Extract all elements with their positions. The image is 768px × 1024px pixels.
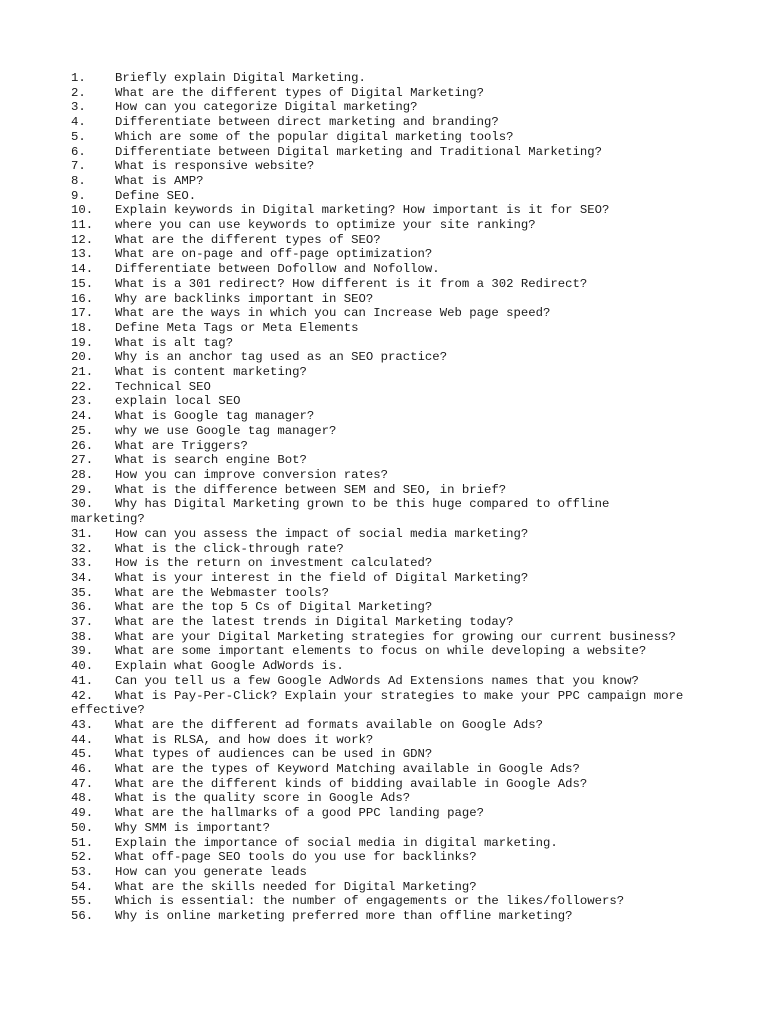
- question-line: [71, 203, 731, 218]
- question-item: [71, 571, 731, 586]
- question-line: [71, 497, 731, 512]
- question-line: [71, 468, 731, 483]
- question-text: where you can use keywords to optimize your site ranking?: [115, 218, 536, 233]
- question-line: [71, 321, 731, 336]
- question-line: [71, 821, 731, 836]
- question-item: [71, 747, 731, 762]
- question-text: What are the different ad formats available on Google Ads?: [115, 717, 544, 732]
- question-number: 24.: [71, 409, 94, 424]
- question-line: [71, 762, 731, 777]
- question-number: 31.: [71, 526, 94, 541]
- question-line: [71, 130, 731, 145]
- question-text: What are the different kinds of bidding available in Google Ads?: [115, 776, 588, 791]
- question-line: [71, 439, 731, 454]
- question-text: Briefly explain Digital Marketing.: [115, 71, 366, 85]
- question-line: [71, 836, 731, 851]
- question-number: 28.: [71, 467, 94, 482]
- question-item: [71, 365, 731, 380]
- question-text: What types of audiences can be used in GDN?: [115, 747, 433, 762]
- question-line: [71, 380, 731, 395]
- question-item: [71, 233, 731, 248]
- question-text: How you can improve conversion rates?: [115, 467, 389, 482]
- question-text: What is RLSA, and how does it work?: [115, 732, 374, 747]
- question-text: What are the hallmarks of a good PPC landing page?: [115, 806, 484, 821]
- question-line: [71, 350, 731, 365]
- question-line: [71, 777, 731, 792]
- question-item: [71, 880, 731, 895]
- question-line: [71, 277, 731, 292]
- question-number: 15.: [71, 276, 94, 291]
- question-number: 35.: [71, 585, 94, 600]
- question-number: 53.: [71, 864, 94, 879]
- question-line: [71, 674, 731, 689]
- question-text: Differentiate between Digital marketing and Traditional Marketing?: [115, 144, 603, 159]
- question-line: [71, 791, 731, 806]
- question-text: Explain what Google AdWords is.: [115, 659, 344, 674]
- question-text: What is responsive website?: [115, 159, 315, 174]
- question-item: [71, 439, 731, 454]
- question-number: 30.: [71, 497, 94, 512]
- question-number: 3.: [71, 100, 86, 115]
- question-number: 4.: [71, 115, 86, 130]
- question-text: What is search engine Bot?: [115, 453, 307, 468]
- question-text: Define Meta Tags or Meta Elements: [115, 320, 359, 335]
- question-text: Explain the importance of social media in digital marketing.: [115, 835, 558, 850]
- question-text: How can you assess the impact of social media marketing?: [115, 526, 529, 541]
- question-line: [71, 615, 731, 630]
- question-item: [71, 189, 731, 204]
- question-line: [71, 850, 731, 865]
- question-item: [71, 247, 731, 262]
- question-number: 41.: [71, 673, 94, 688]
- question-line: [71, 556, 731, 571]
- question-item: [71, 659, 731, 674]
- question-item: [71, 674, 731, 689]
- question-number: 8.: [71, 173, 86, 188]
- question-item: [71, 644, 731, 659]
- question-number: 48.: [71, 791, 94, 806]
- question-text: Can you tell us a few Google AdWords Ad Extensions names that you know?: [115, 673, 639, 688]
- question-item: [71, 542, 731, 557]
- question-number: 38.: [71, 629, 94, 644]
- question-text: Technical SEO: [115, 379, 211, 394]
- question-line: [71, 365, 731, 380]
- question-text: What are on-page and off-page optimization?: [115, 247, 433, 262]
- question-item: [71, 336, 731, 351]
- question-number: 13.: [71, 247, 94, 262]
- question-text: How can you categorize Digital marketing?: [115, 100, 418, 115]
- question-item: [71, 762, 731, 777]
- question-item: [71, 468, 731, 483]
- question-text: What are the Webmaster tools?: [115, 585, 330, 600]
- question-number: 33.: [71, 556, 94, 571]
- question-text: What are the skills needed for Digital Marketing?: [115, 879, 477, 894]
- question-text: How can you generate leads: [115, 864, 307, 879]
- question-item: [71, 836, 731, 851]
- question-item: [71, 850, 731, 865]
- question-line: [71, 174, 731, 189]
- question-number: 34.: [71, 570, 94, 585]
- question-text: What are the types of Keyword Matching available in Google Ads?: [115, 762, 580, 777]
- question-text: Explain keywords in Digital marketing? How important is it for SEO?: [115, 203, 610, 218]
- question-line: [71, 571, 731, 586]
- question-item: [71, 306, 731, 321]
- question-number: 10.: [71, 203, 94, 218]
- question-text: Define SEO.: [115, 188, 197, 203]
- question-number: 1.: [71, 71, 86, 85]
- question-item: [71, 277, 731, 292]
- question-number: 45.: [71, 747, 94, 762]
- question-item: [71, 218, 731, 233]
- question-item: [71, 777, 731, 792]
- question-line: [71, 100, 731, 115]
- question-item: [71, 409, 731, 424]
- question-item: [71, 497, 731, 526]
- question-text: What are the latest trends in Digital Marketing today?: [115, 615, 514, 630]
- question-number: 11.: [71, 218, 94, 233]
- question-list: [71, 71, 731, 924]
- question-item: [71, 321, 731, 336]
- question-number: 14.: [71, 262, 94, 277]
- question-text: Differentiate between Dofollow and Nofollow.: [115, 262, 440, 277]
- question-number: 6.: [71, 144, 86, 159]
- question-number: 44.: [71, 732, 94, 747]
- question-number: 25.: [71, 423, 94, 438]
- question-text: Why SMM is important?: [115, 820, 270, 835]
- question-item: [71, 115, 731, 130]
- question-item: [71, 865, 731, 880]
- question-text: What are some important elements to focus on while developing a website?: [115, 644, 647, 659]
- question-text: Why has Digital Marketing grown to be this huge compared to offline: [115, 497, 610, 512]
- question-item: [71, 71, 731, 86]
- question-number: 49.: [71, 806, 94, 821]
- question-text: What is content marketing?: [115, 365, 307, 380]
- question-line: [71, 806, 731, 821]
- question-item: [71, 350, 731, 365]
- question-item: [71, 806, 731, 821]
- question-number: 54.: [71, 879, 94, 894]
- question-line: [71, 189, 731, 204]
- question-item: [71, 424, 731, 439]
- question-number: 21.: [71, 365, 94, 380]
- question-number: 7.: [71, 159, 86, 174]
- question-line: [71, 747, 731, 762]
- question-item: [71, 630, 731, 645]
- question-text: What is Pay-Per-Click? Explain your strategies to make your PPC campaign more: [115, 688, 684, 703]
- question-item: [71, 380, 731, 395]
- question-item: [71, 86, 731, 101]
- question-line: [71, 527, 731, 542]
- question-line: [71, 718, 731, 733]
- question-line: [71, 262, 731, 277]
- question-line: [71, 145, 731, 160]
- question-text: What is the difference between SEM and SEO, in brief?: [115, 482, 507, 497]
- question-number: 26.: [71, 438, 94, 453]
- question-text-continuation: effective?: [71, 703, 145, 718]
- question-line: [71, 453, 731, 468]
- question-line: [71, 659, 731, 674]
- question-line: [71, 71, 731, 86]
- question-number: 46.: [71, 762, 94, 777]
- question-line: [71, 600, 731, 615]
- question-line: [71, 218, 731, 233]
- question-item: [71, 159, 731, 174]
- question-line: [71, 733, 731, 748]
- question-text: What is the quality score in Google Ads?: [115, 791, 411, 806]
- question-number: 18.: [71, 320, 94, 335]
- question-item: [71, 909, 731, 924]
- question-text: What are the different types of SEO?: [115, 232, 381, 247]
- question-item: [71, 600, 731, 615]
- question-item: [71, 615, 731, 630]
- question-number: 43.: [71, 717, 94, 732]
- question-line: [71, 483, 731, 498]
- question-number: 27.: [71, 453, 94, 468]
- question-text: What are the ways in which you can Increase Web page speed?: [115, 306, 551, 321]
- question-text: What is AMP?: [115, 173, 204, 188]
- question-line: [71, 409, 731, 424]
- question-text: What is the click-through rate?: [115, 541, 344, 556]
- question-item: [71, 453, 731, 468]
- question-line: [71, 233, 731, 248]
- question-line: [71, 894, 731, 909]
- question-number: 40.: [71, 659, 94, 674]
- question-line: [71, 424, 731, 439]
- question-number: 2.: [71, 85, 86, 100]
- question-item: [71, 821, 731, 836]
- question-line: [71, 630, 731, 645]
- question-text: What are Triggers?: [115, 438, 248, 453]
- question-item: [71, 718, 731, 733]
- question-text: How is the return on investment calculated?: [115, 556, 433, 571]
- question-item: [71, 586, 731, 601]
- question-item: [71, 145, 731, 160]
- question-line: [71, 292, 731, 307]
- question-line: [71, 336, 731, 351]
- question-text: Why are backlinks important in SEO?: [115, 291, 374, 306]
- question-item: [71, 791, 731, 806]
- question-number: 37.: [71, 615, 94, 630]
- question-line: [71, 689, 731, 704]
- question-number: 42.: [71, 688, 94, 703]
- question-item: [71, 556, 731, 571]
- question-item: [71, 527, 731, 542]
- question-item: [71, 203, 731, 218]
- question-item: [71, 394, 731, 409]
- question-line: [71, 909, 731, 924]
- question-item: [71, 483, 731, 498]
- question-text: Why is an anchor tag used as an SEO practice?: [115, 350, 448, 365]
- question-number: 36.: [71, 600, 94, 615]
- question-text: What is Google tag manager?: [115, 409, 315, 424]
- question-text: What are your Digital Marketing strategies for growing our current business?: [115, 629, 676, 644]
- question-number: 29.: [71, 482, 94, 497]
- question-number: 17.: [71, 306, 94, 321]
- question-number: 12.: [71, 232, 94, 247]
- question-number: 39.: [71, 644, 94, 659]
- question-number: 55.: [71, 894, 94, 909]
- question-text: why we use Google tag manager?: [115, 423, 337, 438]
- question-item: [71, 292, 731, 307]
- question-text: Which is essential: the number of engagements or the likes/followers?: [115, 894, 625, 909]
- question-item: [71, 689, 731, 718]
- question-item: [71, 130, 731, 145]
- question-line: [71, 586, 731, 601]
- question-line: [71, 542, 731, 557]
- question-item: [71, 262, 731, 277]
- question-number: 47.: [71, 776, 94, 791]
- question-line: [71, 644, 731, 659]
- question-line: [71, 159, 731, 174]
- question-line: [71, 115, 731, 130]
- question-text: What are the different types of Digital Marketing?: [115, 85, 484, 100]
- question-number: 51.: [71, 835, 94, 850]
- question-line: [71, 865, 731, 880]
- question-number: 56.: [71, 909, 94, 924]
- question-item: [71, 894, 731, 909]
- question-text: What is a 301 redirect? How different is it from a 302 Redirect?: [115, 276, 588, 291]
- question-line: [71, 247, 731, 262]
- question-line: [71, 86, 731, 101]
- question-number: 50.: [71, 820, 94, 835]
- question-item: [71, 174, 731, 189]
- question-text: Differentiate between direct marketing and branding?: [115, 115, 499, 130]
- question-text-continuation: marketing?: [71, 512, 145, 527]
- question-number: 23.: [71, 394, 94, 409]
- question-text: Why is online marketing preferred more than offline marketing?: [115, 909, 573, 924]
- question-text: What is alt tag?: [115, 335, 234, 350]
- question-number: 52.: [71, 850, 94, 865]
- question-number: 22.: [71, 379, 94, 394]
- question-item: [71, 733, 731, 748]
- question-line: [71, 880, 731, 895]
- question-number: 5.: [71, 129, 86, 144]
- question-line: [71, 394, 731, 409]
- question-number: 16.: [71, 291, 94, 306]
- question-number: 9.: [71, 188, 86, 203]
- question-number: 32.: [71, 541, 94, 556]
- question-line: [71, 306, 731, 321]
- question-text: Which are some of the popular digital marketing tools?: [115, 129, 514, 144]
- question-text: explain local SEO: [115, 394, 241, 409]
- question-number: 20.: [71, 350, 94, 365]
- question-text: What is your interest in the field of Digital Marketing?: [115, 570, 529, 585]
- question-item: [71, 100, 731, 115]
- question-text: What off-page SEO tools do you use for backlinks?: [115, 850, 477, 865]
- question-number: 19.: [71, 335, 94, 350]
- question-text: What are the top 5 Cs of Digital Marketing?: [115, 600, 433, 615]
